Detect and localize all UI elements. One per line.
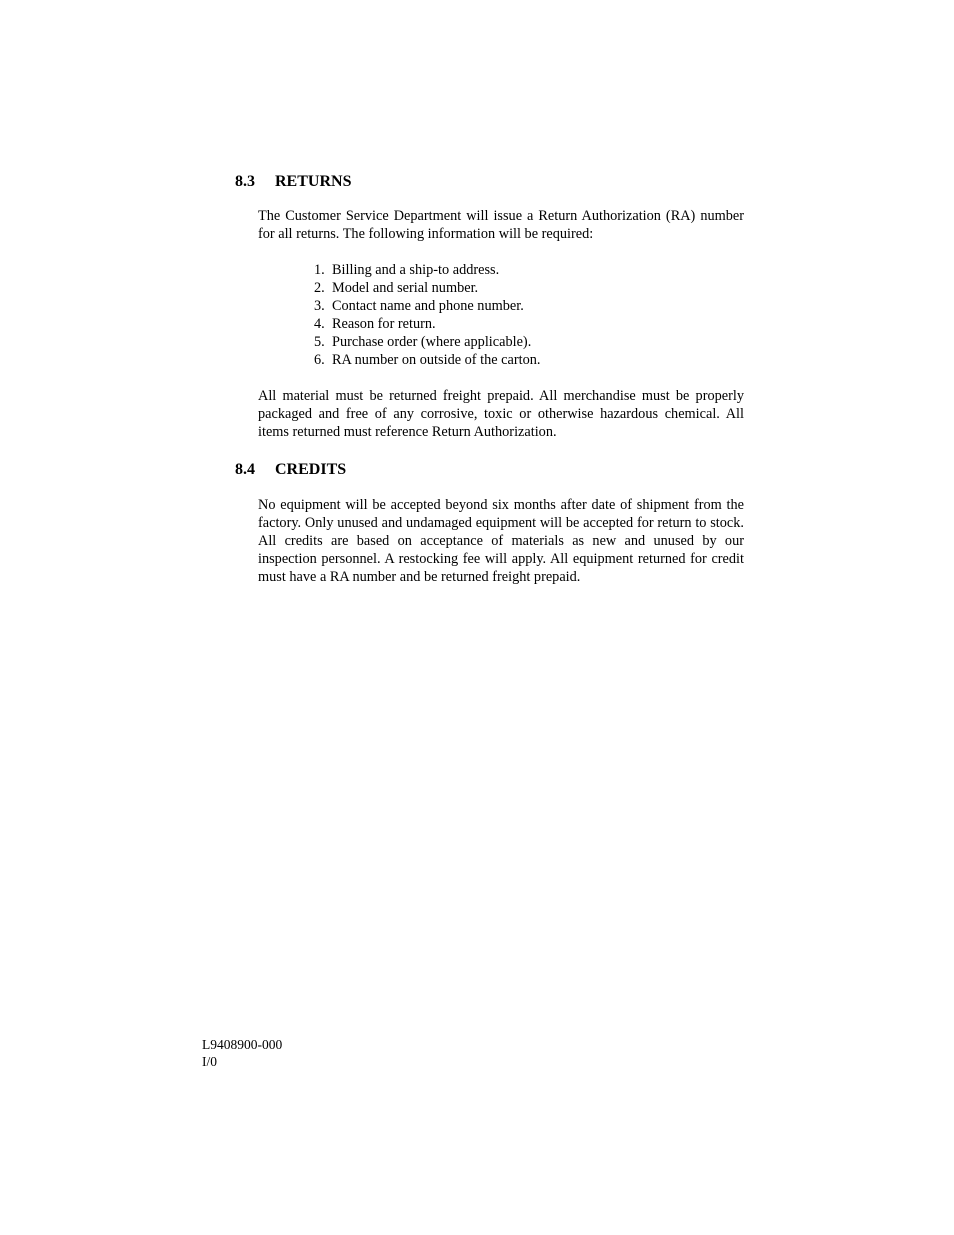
document-number: L9408900-000 xyxy=(202,1037,283,1052)
list-item-text: Contact name and phone number. xyxy=(332,298,524,315)
returns-closing-paragraph: All material must be returned freight prepaid. All merchandise must be properly packaged and free of any corrosive, toxic or otherwise hazardous chemical. All items returned must reference Return Authorization. xyxy=(258,388,744,441)
list-item-text: Billing and a ship-to address. xyxy=(332,262,500,278)
list-item-text: Purchase order (where applicable). xyxy=(332,334,532,351)
list-item xyxy=(314,279,540,297)
list-item xyxy=(314,297,540,315)
list-item xyxy=(314,315,540,333)
section-title: RETURNS xyxy=(275,173,352,190)
returns-intro-paragraph: The Customer Service Department will issue a Return Authorization (RA) number for all returns. The following information will be required: xyxy=(258,208,744,243)
list-item-text: RA number on outside of the carton. xyxy=(332,352,541,369)
list-item xyxy=(314,351,540,369)
list-item-number: 3. xyxy=(314,298,325,315)
returns-requirements-list xyxy=(314,261,540,370)
list-item-text: Reason for return. xyxy=(332,316,436,333)
list-item-text: Model and serial number. xyxy=(332,280,479,297)
section-number: 8.3 xyxy=(235,173,255,190)
list-item-number: 6. xyxy=(314,352,325,369)
section-title: CREDITS xyxy=(275,461,347,478)
list-item-number: 1. xyxy=(314,262,325,278)
credits-paragraph: No equipment will be accepted beyond six months after date of shipment from the factory. Only unused and undamaged equipment will be accepted for return to stock. All credits are based on acceptance of materials as new and unused by our inspection personnel. A restocking fee will apply. All equipment returned for credit must have a RA number and be returned freight prepaid. xyxy=(258,497,744,586)
list-item-number: 2. xyxy=(314,280,325,297)
section-heading-returns xyxy=(235,173,351,191)
list-item-number: 4. xyxy=(314,316,325,333)
section-number: 8.4 xyxy=(235,461,255,478)
list-item xyxy=(314,333,540,351)
list-item xyxy=(314,261,540,279)
footer xyxy=(202,1036,282,1070)
section-heading-credits xyxy=(235,461,346,479)
revision-number: I/0 xyxy=(202,1054,217,1069)
list-item-number: 5. xyxy=(314,334,325,351)
